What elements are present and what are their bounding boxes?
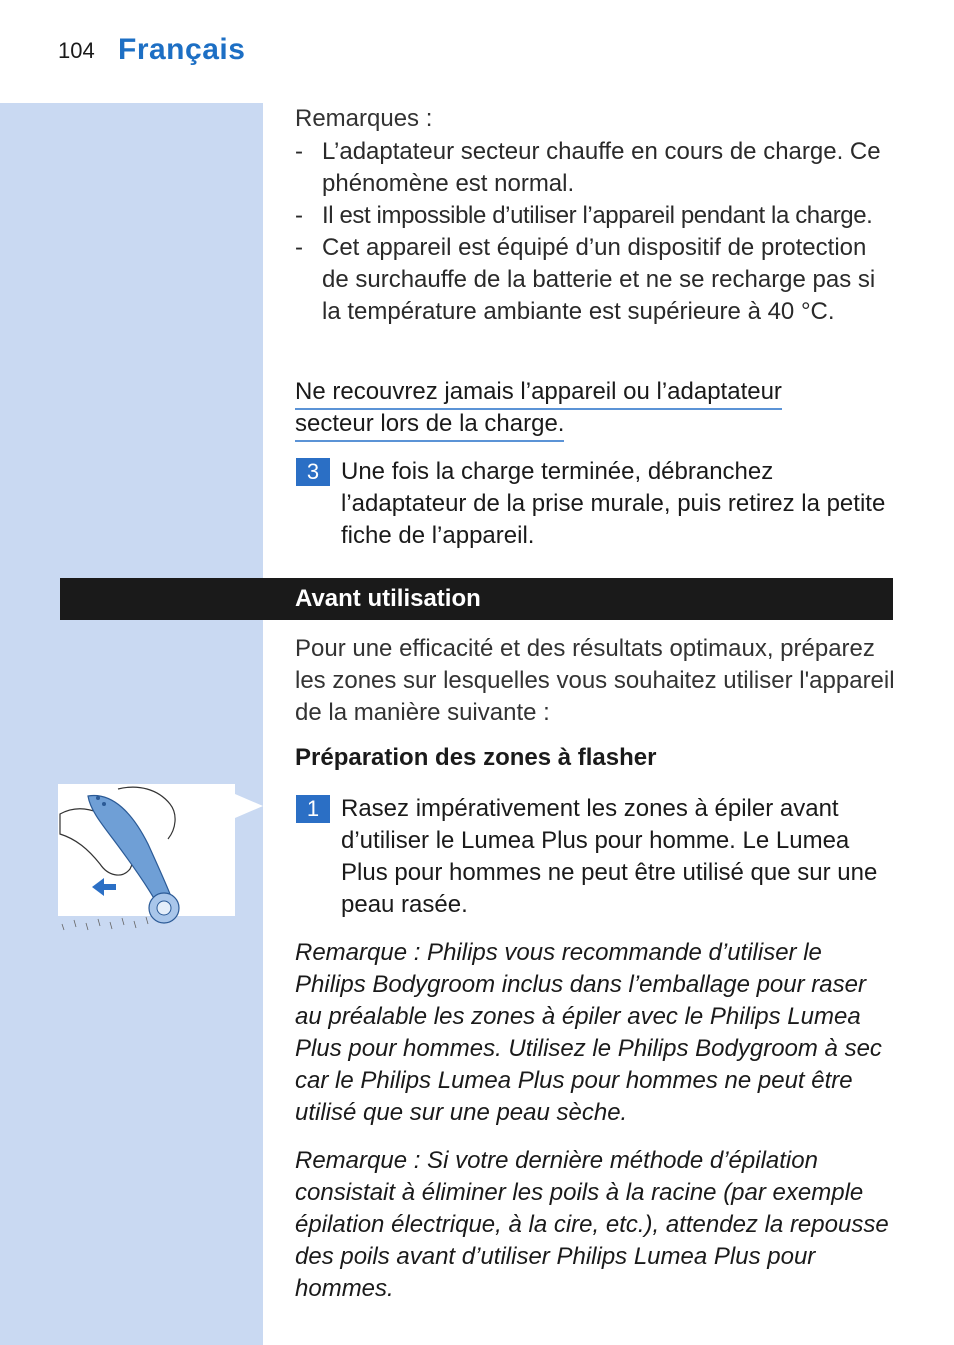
step-1-text: Rasez impérativement les zones à épiler avant d’utiliser le Lumea Plus pour homme. Le Lumea Plus pour hommes ne peut être utilisé que sur une peau rasée. (341, 795, 878, 918)
step-1-badge: 1 (296, 795, 330, 823)
section-title: Avant utilisation (295, 585, 481, 612)
subheading: Préparation des zones à flasher (295, 744, 657, 771)
shaving-illustration (58, 784, 263, 934)
warning-line-1: Ne recouvrez jamais l’appareil ou l’adaptateur (295, 377, 782, 410)
language-heading: Français (118, 33, 246, 66)
note-paragraph-2: Remarque : Si votre dernière méthode d’épilation consistait à éliminer les poils à la racine (par exemple épilation électrique, à la cire, etc.), attendez la repousse des poils avant d’utiliser Philips Lumea Plus pour hommes. (295, 1147, 889, 1302)
intro-paragraph: Pour une efficacité et des résultats optimaux, préparez les zones sur lesquelles vous souhaitez utiliser l'appareil de la manière suivante : (295, 635, 895, 726)
page-number: 104 (58, 38, 95, 63)
warning-line-2: secteur lors de la charge. (295, 409, 564, 442)
step-3-badge: 3 (296, 458, 330, 486)
sidebar-band (0, 103, 263, 1345)
note-item-text: L’adaptateur secteur chauffe en cours de charge. Ce phénomène est normal. (322, 138, 881, 197)
notes-title: Remarques : (295, 105, 433, 132)
step-3-text: Une fois la charge terminée, débranchez l’adaptateur de la prise murale, puis retirez la petite fiche de l’appareil. (341, 458, 886, 549)
note-item-text: Cet appareil est équipé d’un dispositif de protection de surchauffe de la batterie et ne se recharge pas si la température ambiante est supérieure à 40 °C. (322, 234, 876, 325)
note-paragraph-1: Remarque : Philips vous recommande d’utiliser le Philips Bodygroom inclus dans l’emballage pour raser au préalable les zones à épiler avec le Philips Lumea Plus pour hommes. Utilisez le Philips Bodygroom à sec car le Philips Lumea Plus pour hommes ne peut être utilisé que sur une peau sèche. (295, 939, 882, 1126)
note-item-text: Il est impossible d’utiliser l’appareil pendant la charge. (322, 202, 873, 229)
